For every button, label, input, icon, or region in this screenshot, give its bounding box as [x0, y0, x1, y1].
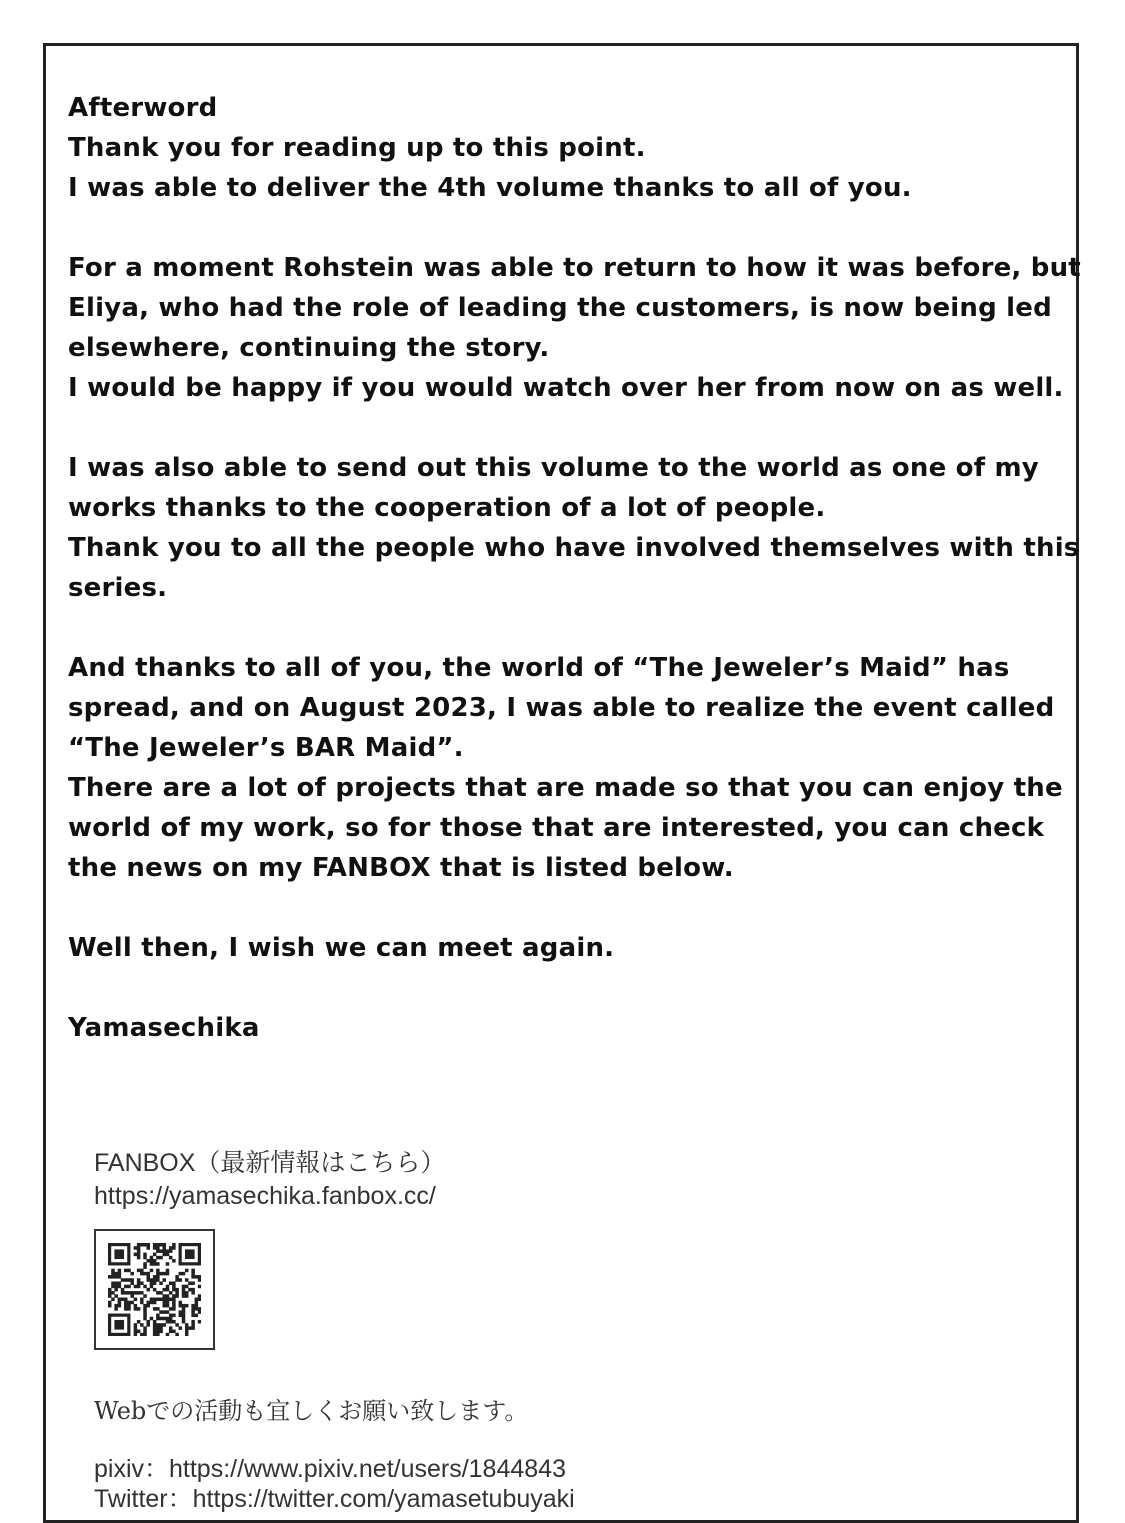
letter-line: I would be happy if you would watch over her from now on as well.: [68, 373, 1064, 403]
letter-line: elsewhere, continuing the story.: [68, 333, 550, 363]
letter-line: I was able to deliver the 4th volume thanks to all of you.: [68, 173, 912, 203]
afterword-title: Afterword: [68, 93, 218, 123]
letter-line: works thanks to the cooperation of a lot of people.: [68, 493, 826, 523]
letter-line: And thanks to all of you, the world of “The Jeweler’s Maid” has: [68, 653, 1010, 683]
letter-line: the news on my FANBOX that is listed below.: [68, 853, 734, 883]
letter-line: world of my work, so for those that are interested, you can check: [68, 813, 1045, 843]
qr-code-graphic: [108, 1243, 201, 1336]
letter-line: There are a lot of projects that are made so that you can enjoy the: [68, 773, 1063, 803]
paragraph-gap: [68, 968, 1068, 1008]
letter-line: “The Jeweler’s BAR Maid”.: [68, 733, 464, 763]
twitter-link[interactable]: Twitter：https://twitter.com/yamasetubuyaki: [94, 1485, 575, 1513]
letter-line: For a moment Rohstein was able to return to how it was before, but: [68, 253, 1081, 283]
letter-line: series.: [68, 573, 168, 603]
pixiv-link[interactable]: pixiv：https://www.pixiv.net/users/1844843: [94, 1455, 566, 1483]
letter-line: I was also able to send out this volume to the world as one of my: [68, 453, 1039, 483]
fanbox-label: FANBOX（最新情報はこちら）: [94, 1149, 446, 1177]
letter-line: Thank you to all the people who have involved themselves with this: [68, 533, 1080, 563]
paragraph-gap: [68, 608, 1068, 648]
paragraph-gap: [68, 208, 1068, 248]
qr-code-icon[interactable]: [94, 1229, 215, 1350]
letter-line: spread, and on August 2023, I was able to realize the event called: [68, 693, 1055, 723]
paragraph-gap: [68, 888, 1068, 928]
letter-line: Thank you for reading up to this point.: [68, 133, 646, 163]
closing-line: Well then, I wish we can meet again.: [68, 933, 615, 963]
paragraph-gap: [68, 408, 1068, 448]
letter-line: Eliya, who had the role of leading the customers, is now being led: [68, 293, 1052, 323]
web-activity-note: Webでの活動も宜しくお願い致します。: [94, 1397, 529, 1425]
fanbox-url-link[interactable]: https://yamasechika.fanbox.cc/: [94, 1182, 436, 1210]
afterword-letter: [68, 88, 1081, 1048]
signature: Yamasechika: [68, 1013, 260, 1043]
